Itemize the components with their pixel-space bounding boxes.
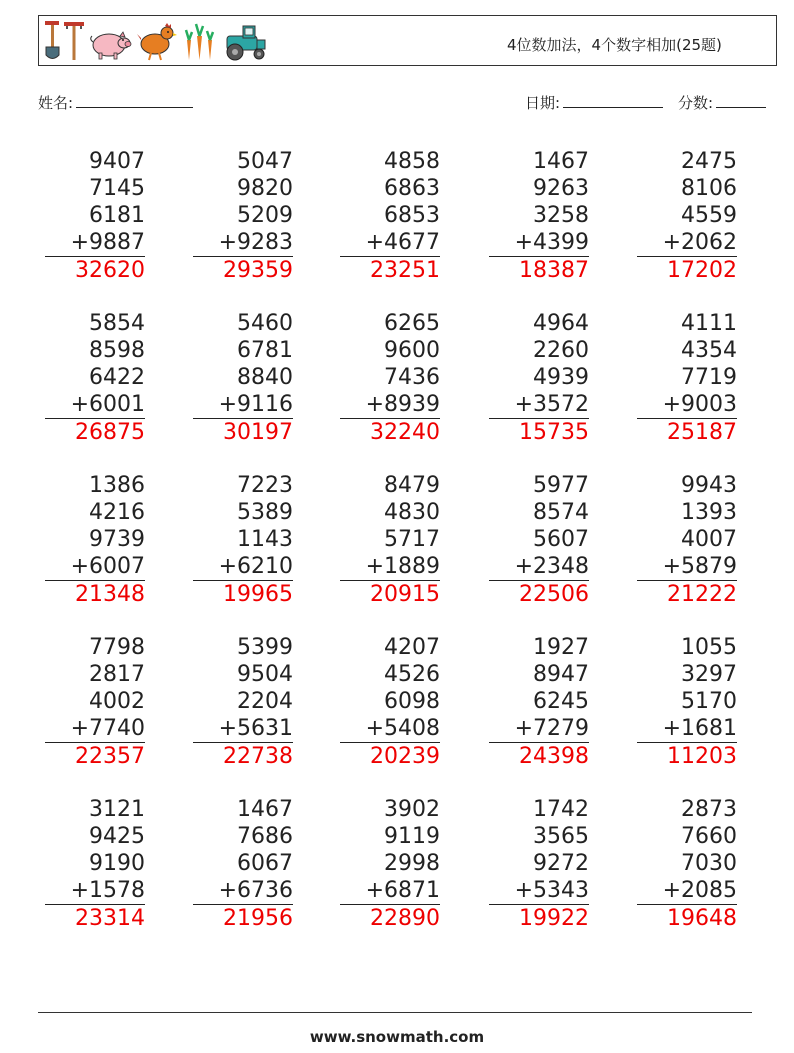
addend: 5170 [681, 689, 737, 714]
addend-with-plus: +6736 [218, 878, 293, 903]
name-label: 姓名: [38, 94, 74, 112]
addition-problem [193, 472, 293, 608]
addend-with-plus: +6007 [70, 554, 145, 579]
addend: 2873 [681, 797, 737, 822]
answer: 15735 [489, 418, 589, 446]
addend: 5607 [533, 527, 589, 552]
addend: 6181 [89, 203, 145, 228]
addend-with-plus: +5631 [218, 716, 293, 741]
addend: 1143 [237, 527, 293, 552]
addend: 1055 [681, 635, 737, 660]
addend-with-plus: +1578 [70, 878, 145, 903]
addend: 6853 [384, 203, 440, 228]
addition-problem [45, 310, 145, 446]
addend: 3121 [89, 797, 145, 822]
addend-with-plus: +9887 [70, 230, 145, 255]
worksheet-title: 4位数加法，4个数字相加(25题) [507, 36, 722, 54]
addend: 1927 [533, 635, 589, 660]
addend: 7660 [681, 824, 737, 849]
addend-with-plus: +8939 [365, 392, 440, 417]
addend: 4007 [681, 527, 737, 552]
addend: 6781 [237, 338, 293, 363]
addition-problem [45, 472, 145, 608]
addition-problem [637, 148, 737, 284]
addend-with-plus: +6001 [70, 392, 145, 417]
addend: 4858 [384, 149, 440, 174]
answer: 19648 [637, 904, 737, 932]
addend: 9425 [89, 824, 145, 849]
addend-with-plus: +4399 [514, 230, 589, 255]
addend: 4002 [89, 689, 145, 714]
addend: 5977 [533, 473, 589, 498]
addend: 2817 [89, 662, 145, 687]
addend: 6422 [89, 365, 145, 390]
footer-website: www.snowmath.com [309, 1028, 485, 1046]
addition-problem [45, 796, 145, 932]
addend: 6863 [384, 176, 440, 201]
answer: 30197 [193, 418, 293, 446]
addition-problem [340, 634, 440, 770]
addend-with-plus: +9116 [218, 392, 293, 417]
answer: 23251 [340, 256, 440, 284]
addend: 5389 [237, 500, 293, 525]
addend: 3565 [533, 824, 589, 849]
addend: 1386 [89, 473, 145, 498]
addend: 5209 [237, 203, 293, 228]
addend: 8840 [237, 365, 293, 390]
addition-problem [489, 472, 589, 608]
addend: 1742 [533, 797, 589, 822]
addition-problem [340, 148, 440, 284]
addend: 5460 [237, 311, 293, 336]
addend: 5717 [384, 527, 440, 552]
addition-problem [340, 472, 440, 608]
addend: 4939 [533, 365, 589, 390]
answer: 20915 [340, 580, 440, 608]
addend: 9739 [89, 527, 145, 552]
addend: 7719 [681, 365, 737, 390]
addend: 9263 [533, 176, 589, 201]
addend-with-plus: +5879 [662, 554, 737, 579]
addend: 7223 [237, 473, 293, 498]
date-label: 日期: [525, 94, 561, 112]
answer: 18387 [489, 256, 589, 284]
addition-problem [193, 148, 293, 284]
answer: 22357 [45, 742, 145, 770]
addend-with-plus: +3572 [514, 392, 589, 417]
addition-problem [489, 796, 589, 932]
answer: 24398 [489, 742, 589, 770]
addition-problem [637, 634, 737, 770]
addend-with-plus: +2062 [662, 230, 737, 255]
addition-problem [193, 634, 293, 770]
addend: 4559 [681, 203, 737, 228]
addition-problem [45, 148, 145, 284]
addend: 6098 [384, 689, 440, 714]
addend: 8106 [681, 176, 737, 201]
addend: 5399 [237, 635, 293, 660]
addend: 4207 [384, 635, 440, 660]
addend: 9943 [681, 473, 737, 498]
addition-problem [193, 310, 293, 446]
answer: 22890 [340, 904, 440, 932]
addition-problem [193, 796, 293, 932]
addend-with-plus: +5408 [365, 716, 440, 741]
addend: 4526 [384, 662, 440, 687]
addend: 3297 [681, 662, 737, 687]
addend: 6067 [237, 851, 293, 876]
addend: 7798 [89, 635, 145, 660]
answer: 19965 [193, 580, 293, 608]
addend-with-plus: +6871 [365, 878, 440, 903]
addend: 9820 [237, 176, 293, 201]
addend: 9407 [89, 149, 145, 174]
addend-with-plus: +7279 [514, 716, 589, 741]
score-label: 分数: [678, 94, 714, 112]
addend: 9119 [384, 824, 440, 849]
answer: 22738 [193, 742, 293, 770]
addend: 6265 [384, 311, 440, 336]
answer: 26875 [45, 418, 145, 446]
addend: 1467 [533, 149, 589, 174]
addend: 8598 [89, 338, 145, 363]
addition-problem [637, 796, 737, 932]
addend-with-plus: +2085 [662, 878, 737, 903]
addend: 6245 [533, 689, 589, 714]
addend: 4354 [681, 338, 737, 363]
addend: 8947 [533, 662, 589, 687]
addend: 5854 [89, 311, 145, 336]
answer: 21348 [45, 580, 145, 608]
addend: 1467 [237, 797, 293, 822]
addend-with-plus: +9283 [218, 230, 293, 255]
addend-with-plus: +4677 [365, 230, 440, 255]
addend-with-plus: +6210 [218, 554, 293, 579]
addend: 2998 [384, 851, 440, 876]
answer: 23314 [45, 904, 145, 932]
addend: 7436 [384, 365, 440, 390]
addend: 3902 [384, 797, 440, 822]
addend-with-plus: +5343 [514, 878, 589, 903]
addend: 7030 [681, 851, 737, 876]
answer: 32240 [340, 418, 440, 446]
addition-problem [45, 634, 145, 770]
addend: 8574 [533, 500, 589, 525]
addition-problem [489, 310, 589, 446]
addend: 3258 [533, 203, 589, 228]
addend: 2260 [533, 338, 589, 363]
addition-problem [340, 310, 440, 446]
addend: 4111 [681, 311, 737, 336]
addend: 7145 [89, 176, 145, 201]
answer: 11203 [637, 742, 737, 770]
addend: 5047 [237, 149, 293, 174]
addition-problem [489, 148, 589, 284]
addend: 2204 [237, 689, 293, 714]
addend: 4964 [533, 311, 589, 336]
answer: 29359 [193, 256, 293, 284]
answer: 32620 [45, 256, 145, 284]
answer: 25187 [637, 418, 737, 446]
answer: 22506 [489, 580, 589, 608]
addition-problem [489, 634, 589, 770]
addend: 4830 [384, 500, 440, 525]
answer: 20239 [340, 742, 440, 770]
addend: 9190 [89, 851, 145, 876]
addend: 1393 [681, 500, 737, 525]
answer: 19922 [489, 904, 589, 932]
addition-problem [340, 796, 440, 932]
addend-with-plus: +1681 [662, 716, 737, 741]
addend: 4216 [89, 500, 145, 525]
answer: 21956 [193, 904, 293, 932]
addend: 9504 [237, 662, 293, 687]
addend-with-plus: +7740 [70, 716, 145, 741]
addend-with-plus: +9003 [662, 392, 737, 417]
addition-problem [637, 472, 737, 608]
addend-with-plus: +2348 [514, 554, 589, 579]
addition-problem [637, 310, 737, 446]
footer-divider [38, 1012, 752, 1013]
answer: 21222 [637, 580, 737, 608]
addend: 9272 [533, 851, 589, 876]
addend: 8479 [384, 473, 440, 498]
addend: 7686 [237, 824, 293, 849]
addend-with-plus: +1889 [365, 554, 440, 579]
addend: 9600 [384, 338, 440, 363]
answer: 17202 [637, 256, 737, 284]
addend: 2475 [681, 149, 737, 174]
